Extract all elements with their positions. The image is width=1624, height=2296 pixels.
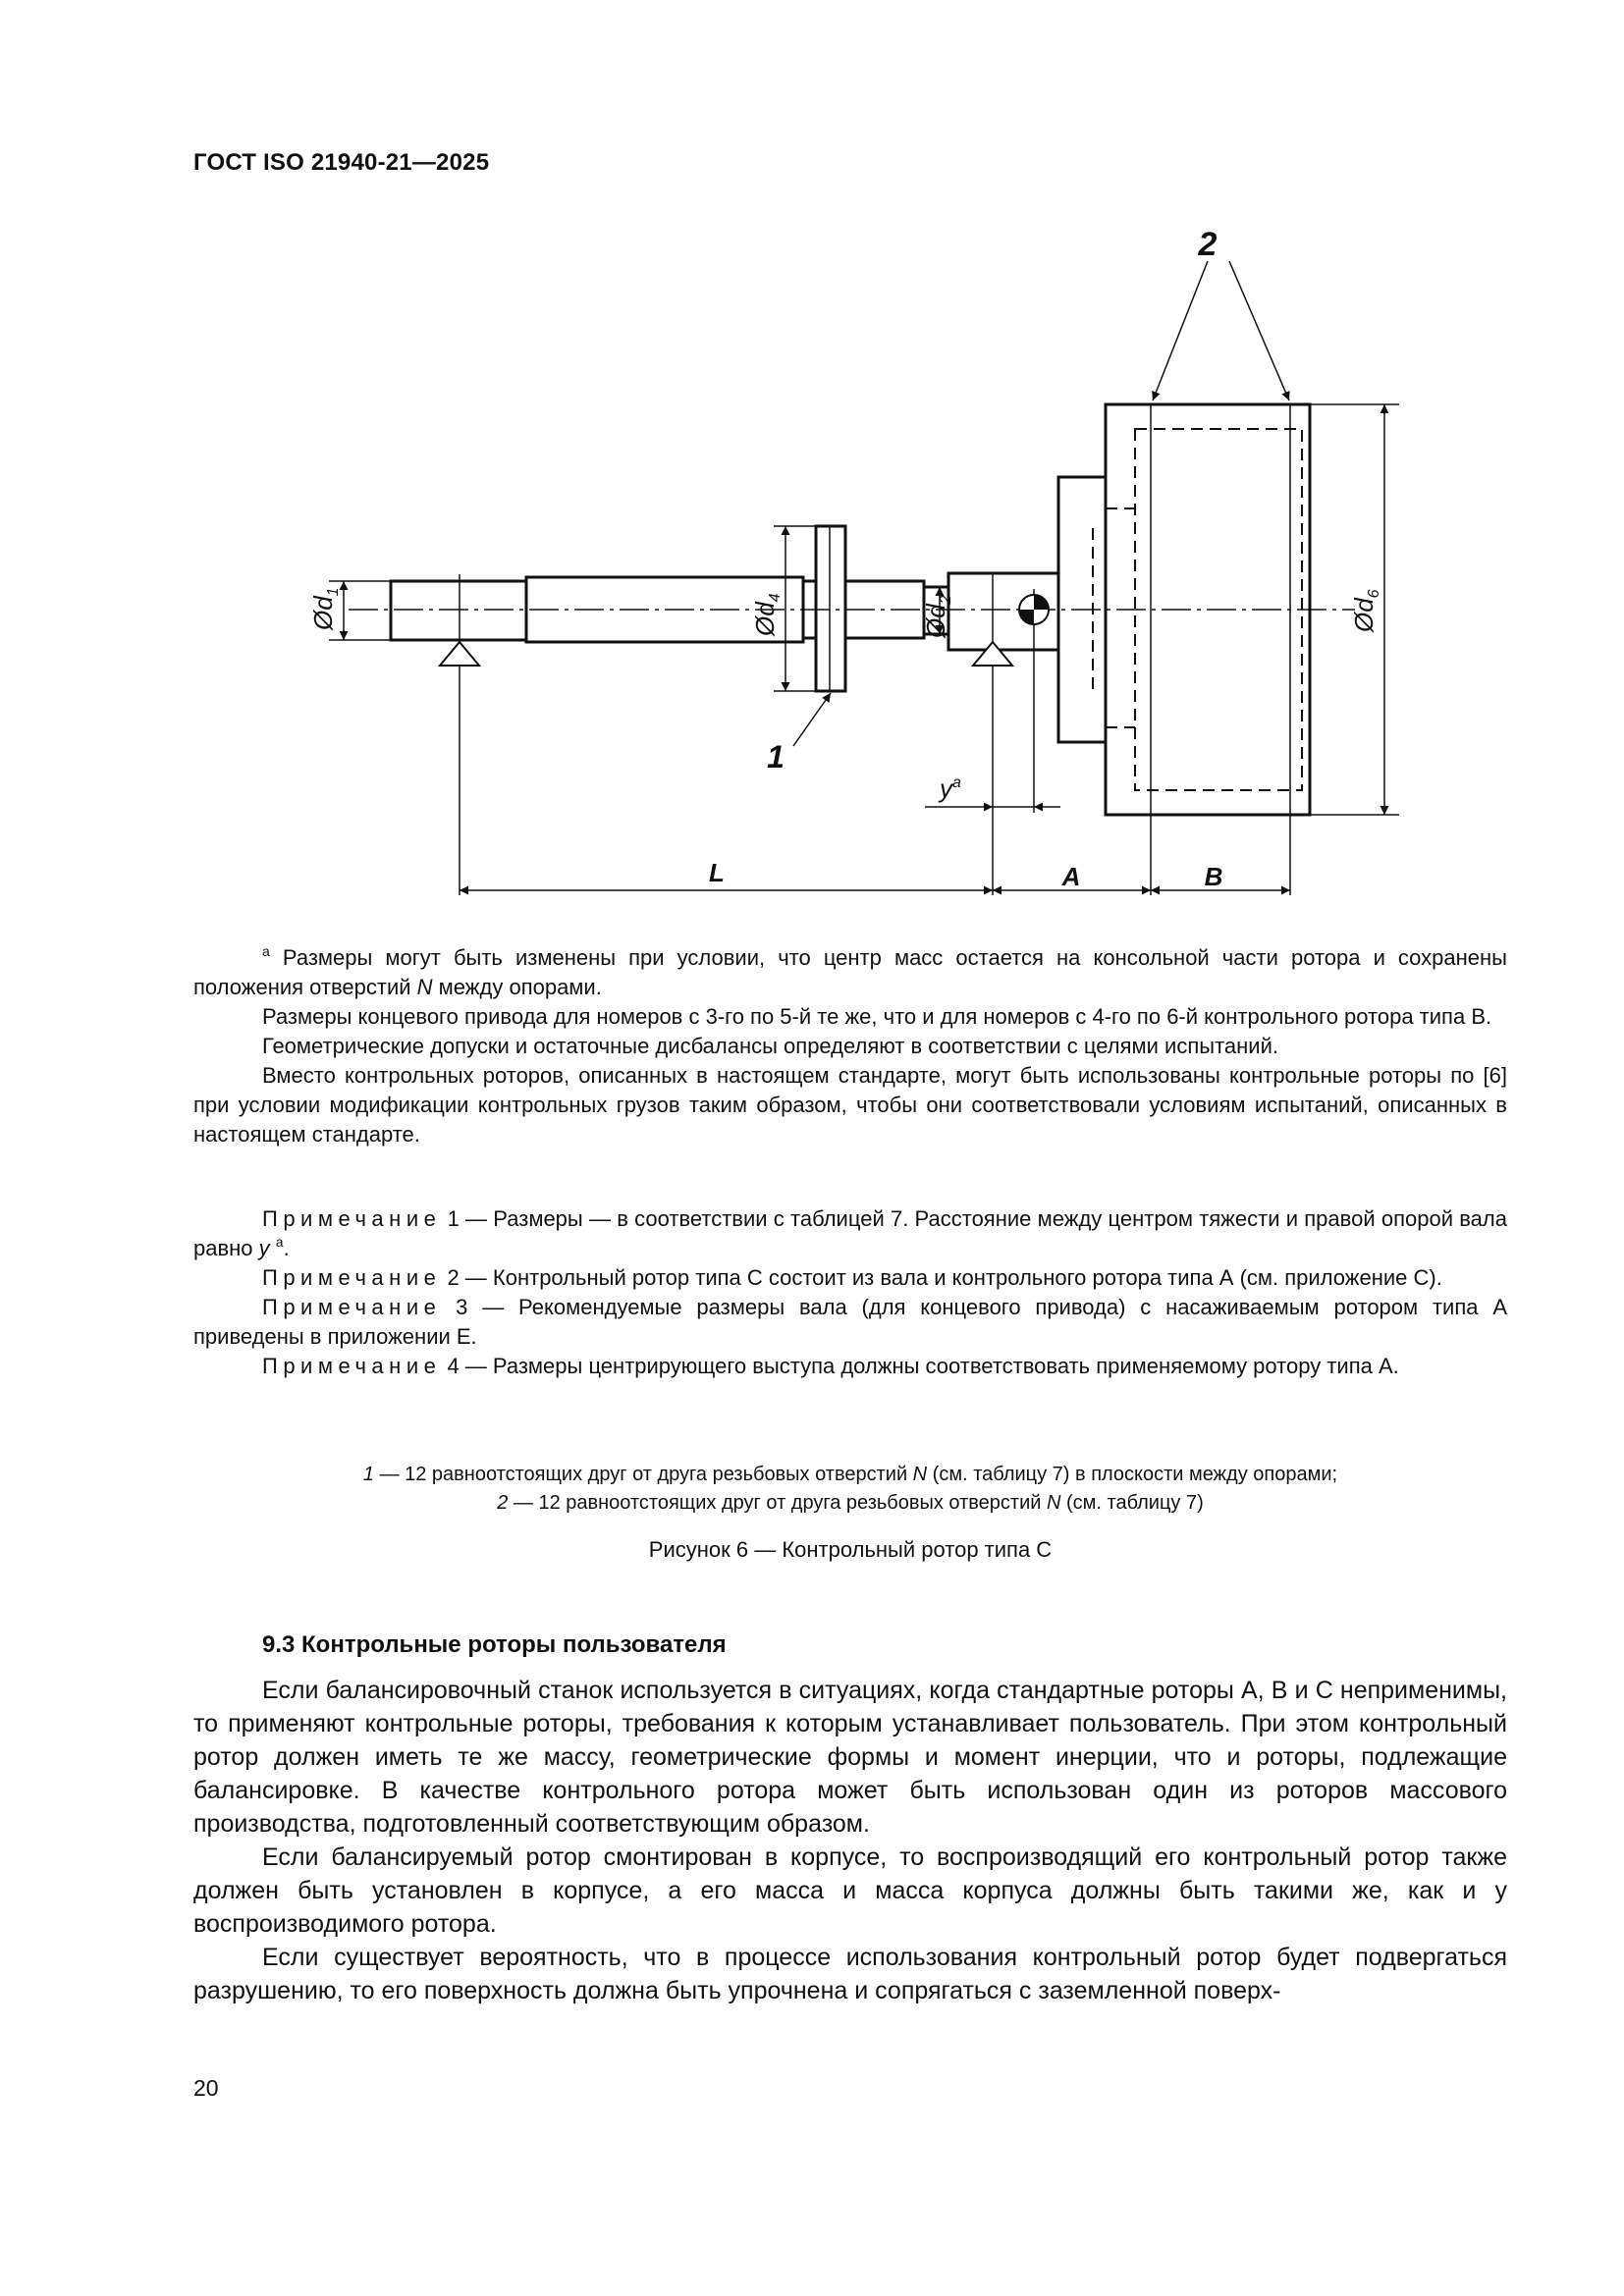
body-paragraph: Если балансируемый ротор смонтирован в корпусе, то воспроизводящий его контрольный ротор также должен быть установлен в корпусе, а его масса и масса корпуса должны быть такими же, как и у воспроизводимого ротора.: [193, 1843, 1507, 1938]
standard-header: ГОСТ ISO 21940-21—2025: [193, 149, 490, 176]
note-4: Примечание 4 — Размеры центрирующего выступа должны соответствовать применяемому ротору типа А.: [262, 1354, 1399, 1378]
callout-2-label: 2: [1198, 226, 1218, 263]
dim-A-label: A: [1061, 862, 1081, 891]
flange-disc: [816, 526, 845, 691]
page-number: 20: [193, 2075, 219, 2101]
footnote-para-2: Размеры концевого привода для номеров с 3-го по 5-й те же, что и для номеров с 4-го по 6-й контрольного ротора типа В.: [262, 1004, 1492, 1029]
footnote-a: $^a$ Размеры могут быть изменены при условии, что центр масс остается на консольной части ротора и сохранены положения отверстий N между опорами.: [193, 943, 1507, 999]
support-right: [973, 642, 1012, 666]
figure-legend: [193, 1461, 1507, 1518]
figure-notes: [193, 1204, 1507, 1381]
centre-of-mass-icon: [1019, 595, 1049, 624]
note-1: Примечание 1 — Размеры — в соответствии с таблицей 7. Расстояние между центром тяжести и правой опорой вала равно y $^a$.: [193, 1206, 1507, 1260]
section-body: [193, 1674, 1507, 2007]
note-3: Примечание 3 — Рекомендуемые размеры вала (для концевого привода) с насаживаемым ротором типа А приведены в приложении Е.: [193, 1295, 1507, 1349]
dim-L-label: L: [709, 858, 725, 887]
figure-caption: Рисунок 6 — Контрольный ротор типа С: [648, 1537, 1053, 1562]
support-left: [440, 642, 479, 666]
dim-d2-label: $Ød_2$: [921, 595, 954, 638]
dim-d6-label: $Ød_6$: [1349, 589, 1382, 632]
dim-B-label: B: [1204, 862, 1223, 891]
body-paragraph: Если существует вероятность, что в процессе использования контрольный ротор будет подвергаться разрушению, то его поверхность должна быть упрочнена и сопрягаться с заземленной поверх-: [193, 1944, 1507, 2004]
footnote-para-3: Геометрические допуски и остаточные дисбалансы определяют в соответствии с целями испытаний.: [262, 1034, 1278, 1058]
section-title: 9.3 Контрольные роторы пользователя: [262, 1631, 727, 1658]
dim-y-label: $y^a$: [940, 774, 961, 803]
callout-1-label: 1: [767, 739, 785, 774]
footnote-para-4: Вместо контрольных роторов, описанных в настоящем стандарте, могут быть использованы контрольные роторы по [6] при условии модификации контрольных грузов таким образом, чтобы они соответствовали условиям испытаний, описанных в настоящем стандарте.: [193, 1063, 1507, 1147]
shaft-journal-left: [391, 581, 526, 640]
note-2: Примечание 2 — Контрольный ротор типа С состоит из вала и контрольного ротора типа А (см. приложение С).: [262, 1265, 1442, 1290]
dim-d1-label: $Ød_1$: [308, 587, 342, 630]
figure-footnotes: [193, 943, 1507, 1149]
body-paragraph: Если балансировочный станок используется в ситуациях, когда стандартные роторы А, В и С неприменимы, то применяют контрольные роторы, требования к которым устанавливает пользователь. При этом контрольный ротор должен иметь те же массу, геометрические формы и момент инерции, что и роторы, подлежащие балансировке. В качестве контрольного ротора может быть использован один из роторов массового производства, подготовленный соответствующим образом.: [193, 1677, 1507, 1838]
rotor-drawing: [0, 0, 1624, 942]
dim-d4-label: $Ød_4$: [750, 593, 784, 636]
legend-item-1: 1 — 12 равноотстоящих друг от друга резьбовых отверстий N (см. таблицу 7) в плоскости между опорами;: [362, 1464, 1338, 1485]
legend-item-2: 2 — 12 равноотстоящих друг от друга резьбовых отверстий N (см. таблицу 7): [497, 1492, 1204, 1514]
